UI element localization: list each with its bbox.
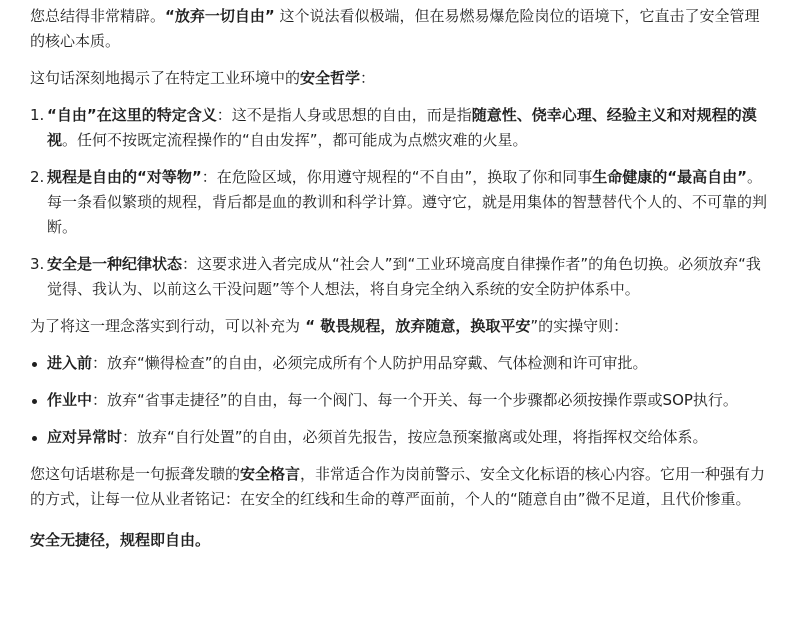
bullet-dot-icon — [32, 436, 37, 441]
action-bold-motto: “ 敬畏规程，放弃随意，换取平安 — [300, 317, 531, 335]
action-text-c: ”的实操守则： — [530, 317, 629, 335]
item-bold-heading: “自由”在这里的特定含义 — [47, 106, 217, 124]
closing-line — [30, 528, 770, 553]
intro-text-c: 这个说法看似极端，但在易燃易爆危险岗位的语境下，它直击了安全管理的核心本质。 — [30, 7, 760, 50]
list-item — [30, 252, 770, 302]
item-text: ：在危险区域，你用遵守规程的“不自由”，换取了你和同事 — [201, 168, 593, 186]
philosophy-paragraph — [30, 66, 770, 91]
item-bold-heading: 规程是自由的“对等物” — [47, 168, 202, 186]
maxim-text-a: 您这句话堪称是一句振聋发聩的 — [30, 465, 241, 483]
item-text: ：这不是指人身或思想的自由，而是指 — [216, 106, 472, 124]
maxim-paragraph — [30, 462, 770, 512]
action-paragraph — [30, 314, 770, 339]
bullet-list — [30, 351, 770, 450]
intro-paragraph — [30, 4, 770, 54]
item-text: ：这要求进入者完成从“社会人”到“工业环境高度自律操作者”的角色切换。必须放弃“我觉得、我认为、以前这么干没问题”等个人想法，将自身完全纳入系统的安全防护体系中。 — [47, 255, 761, 298]
bullet-bold-label: 进入前 — [47, 354, 93, 372]
bullet-text: ：放弃“省事走捷径”的自由，每一个阀门、每一个开关、每一个步骤都必须按操作票或SOP执行。 — [92, 391, 738, 409]
list-item — [30, 388, 770, 413]
philosophy-text-a: 这句话深刻地揭示了在特定工业环境中的 — [30, 69, 301, 87]
list-number: 1. — [30, 106, 45, 124]
maxim-text-c: ，非常适合作为岗前警示、安全文化标语的核心内容。它用一种强有力的方式，让每一位从业者铭记：在安全的红线和生命的尊严面前，个人的“随意自由”微不足道，且代价惨重。 — [30, 465, 766, 508]
list-item — [30, 103, 770, 153]
intro-text-a: 您总结得非常精辟。 — [30, 7, 166, 25]
philosophy-text-c: ： — [360, 69, 376, 87]
list-number: 3. — [30, 255, 45, 273]
numbered-list — [30, 103, 770, 302]
item-bold-emphasis: 生命健康的“最高自由” — [592, 168, 747, 186]
item-text-tail: 。任何不按既定流程操作的“自由发挥”，都可能成为点燃灾难的火星。 — [62, 131, 528, 149]
closing-bold: 安全无捷径，规程即自由。 — [30, 531, 211, 549]
intro-bold-quote: “放弃一切自由” — [165, 7, 275, 25]
bullet-text: ：放弃“自行处置”的自由，必须首先报告，按应急预案撤离或处理，将指挥权交给体系。 — [122, 428, 708, 446]
bullet-dot-icon — [32, 399, 37, 404]
item-text-tail: 。每一条看似繁琐的规程，背后都是血的教训和科学计算。遵守它，就是用集体的智慧替代个人的、不可靠的判断。 — [47, 168, 768, 236]
bullet-bold-label: 应对异常时 — [47, 428, 123, 446]
maxim-bold: 安全格言 — [240, 465, 301, 483]
bullet-text: ：放弃“懒得检查”的自由，必须完成所有个人防护用品穿戴、气体检测和许可审批。 — [92, 354, 648, 372]
bullet-dot-icon — [32, 362, 37, 367]
list-item — [30, 351, 770, 376]
item-bold-heading: 安全是一种纪律状态 — [47, 255, 183, 273]
item-bold-emphasis: 随意性、侥幸心理、经验主义和对规程的漠视 — [47, 106, 757, 149]
list-item — [30, 165, 770, 240]
action-text-a: 为了将这一理念落实到行动，可以补充为 — [30, 317, 301, 335]
philosophy-bold: 安全哲学 — [300, 69, 361, 87]
bullet-bold-label: 作业中 — [47, 391, 93, 409]
list-item — [30, 425, 770, 450]
list-number: 2. — [30, 168, 45, 186]
